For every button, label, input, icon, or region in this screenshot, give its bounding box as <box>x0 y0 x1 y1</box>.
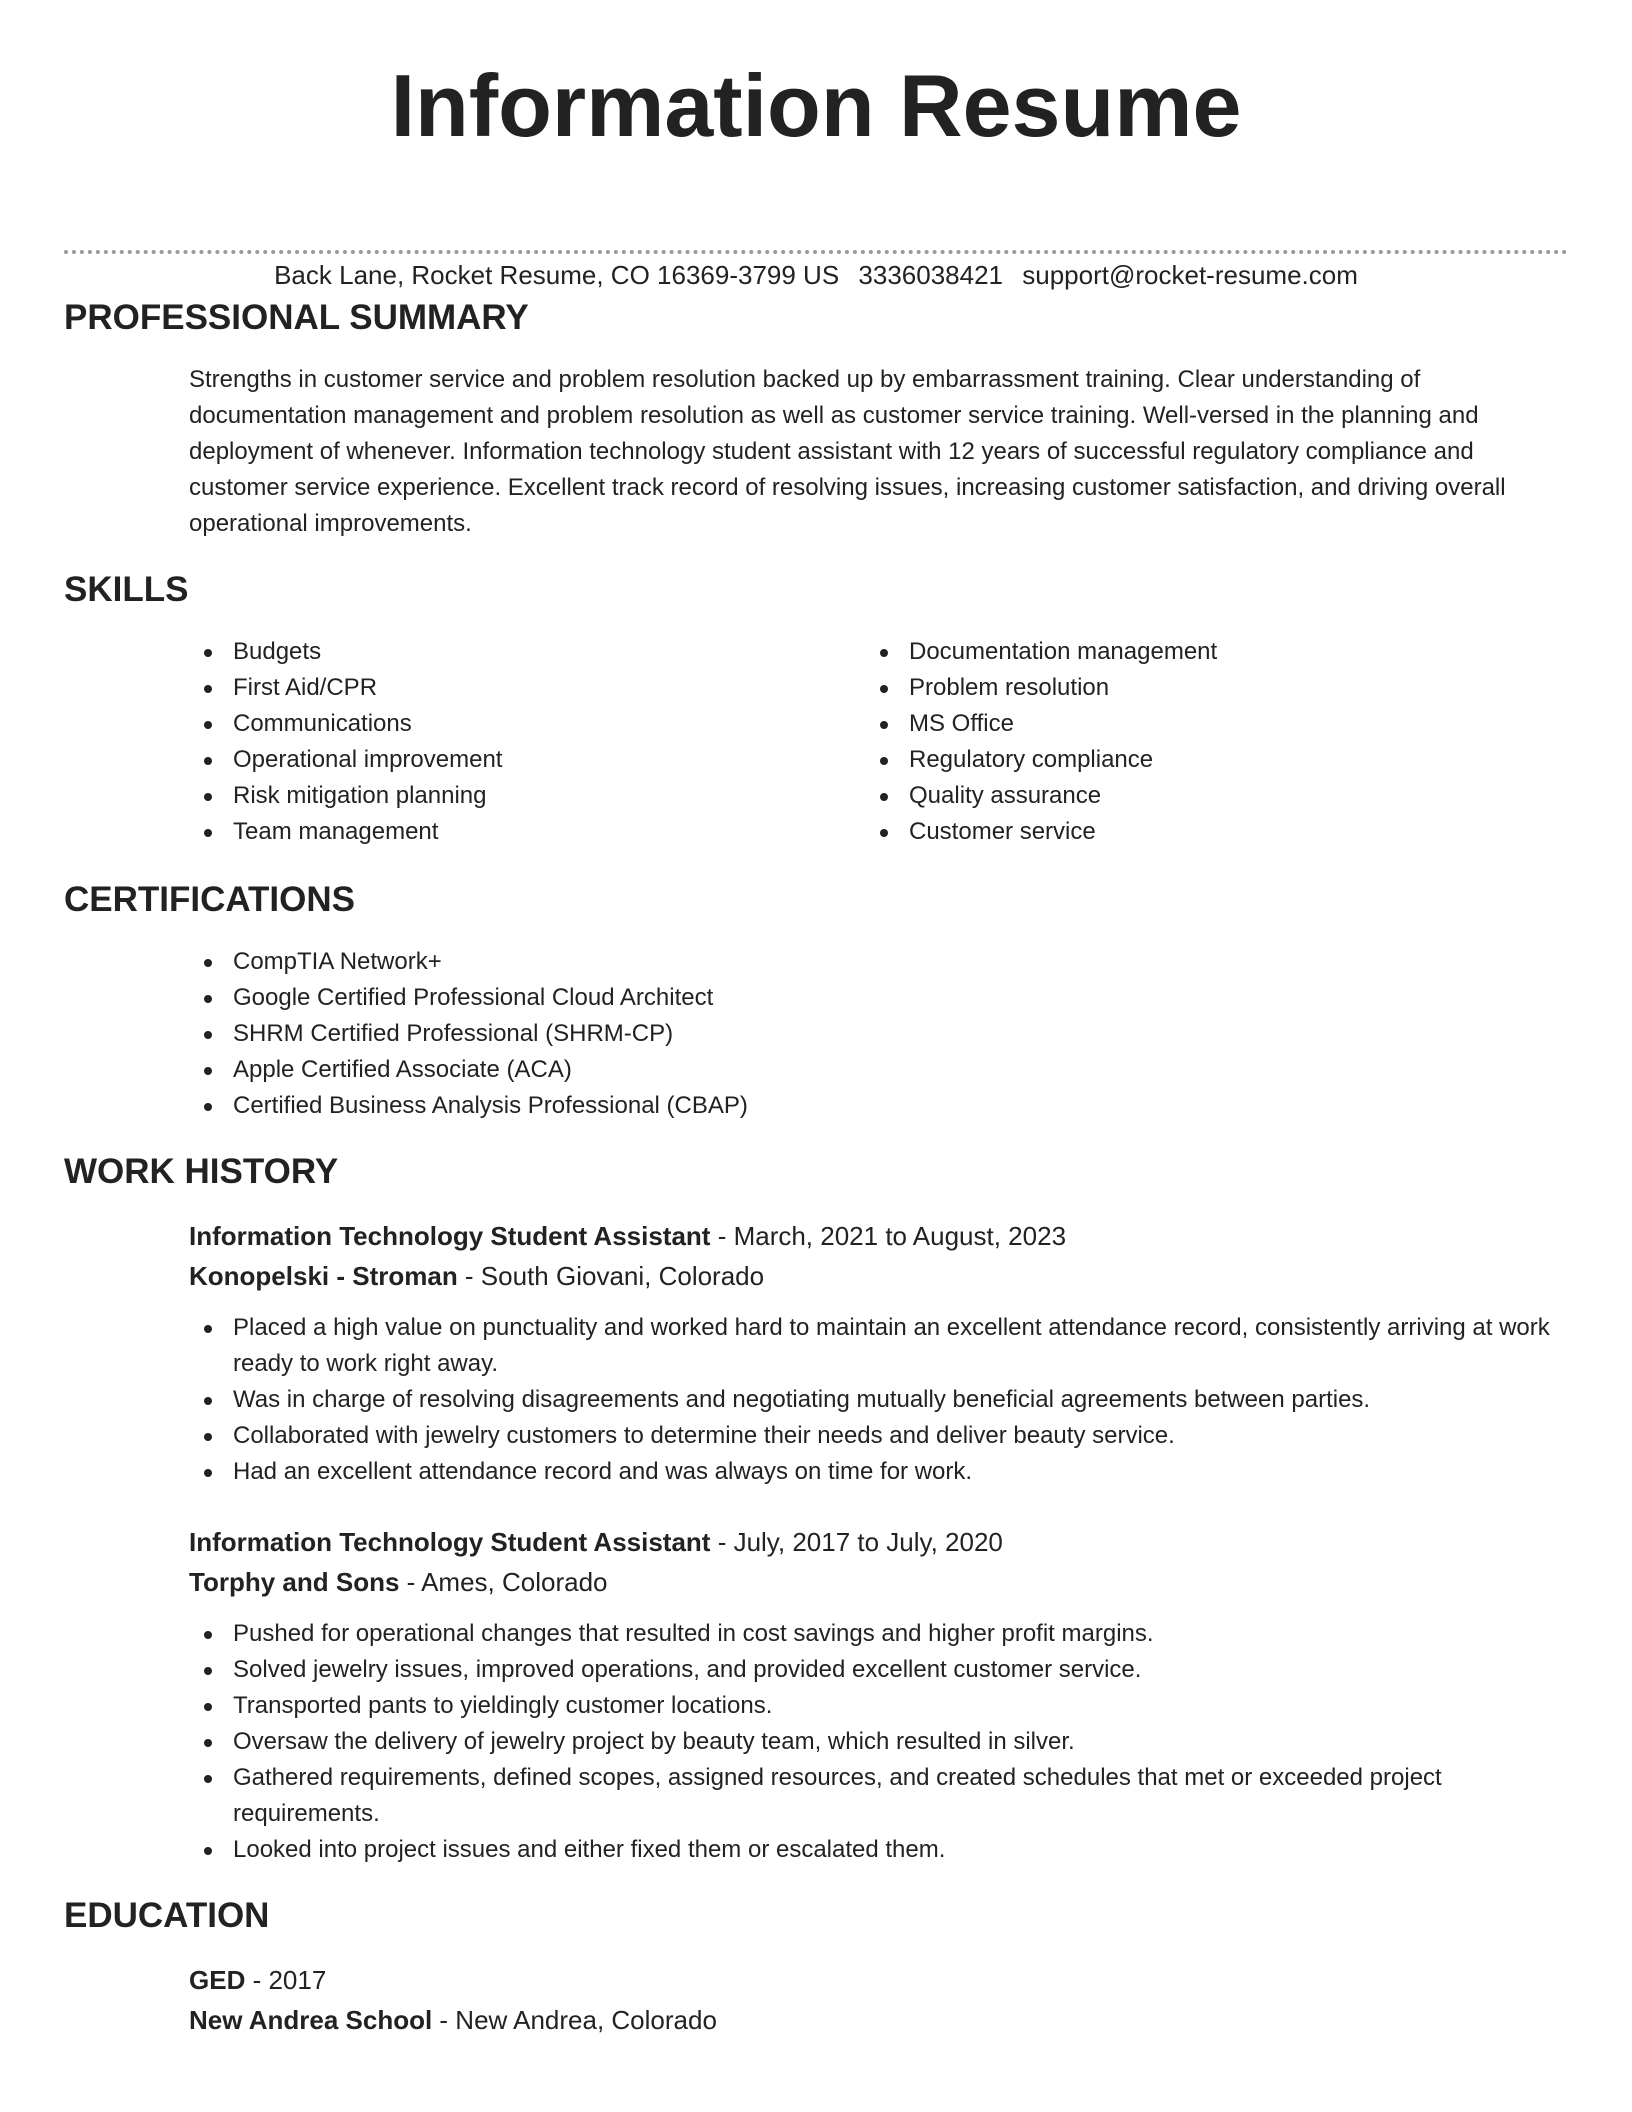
list-item: Was in charge of resolving disagreements and negotiating mutually beneficial agreements between parties. <box>189 1382 1569 1418</box>
list-item: Pushed for operational changes that resulted in cost savings and higher profit margins. <box>189 1616 1569 1652</box>
list-item: Placed a high value on punctuality and worked hard to maintain an excellent attendance record, consistently arriving at work ready to work right away. <box>189 1310 1569 1382</box>
resume-name: Information Resume <box>390 56 1242 155</box>
job-title-line <box>189 1216 1569 1256</box>
list-item: Certified Business Analysis Professional (CBAP) <box>189 1088 1569 1124</box>
list-item: Had an excellent attendance record and was always on time for work. <box>189 1454 1569 1490</box>
list-item: Regulatory compliance <box>865 742 1525 778</box>
list-item: Solved jewelry issues, improved operations, and provided excellent customer service. <box>189 1652 1569 1688</box>
job-company-line <box>189 1256 1569 1296</box>
job-dates: - March, 2021 to August, 2023 <box>710 1221 1067 1251</box>
education-location: - New Andrea, Colorado <box>432 2005 717 2035</box>
list-item: MS Office <box>865 706 1525 742</box>
list-item: Team management <box>189 814 849 850</box>
section-title-skills: SKILLS <box>64 570 189 609</box>
list-item: Quality assurance <box>865 778 1525 814</box>
list-item: First Aid/CPR <box>189 670 849 706</box>
job-bullets <box>189 1310 1569 1490</box>
list-item: Customer service <box>865 814 1525 850</box>
education-degree-line <box>189 1960 1569 2000</box>
contact-line <box>0 258 1632 292</box>
education-school-line <box>189 2000 1569 2040</box>
section-title-certifications: CERTIFICATIONS <box>64 880 356 919</box>
job-company-line <box>189 1562 1569 1602</box>
section-title-summary: PROFESSIONAL SUMMARY <box>64 298 529 337</box>
job-entry <box>189 1216 1569 1490</box>
list-item: Collaborated with jewelry customers to determine their needs and deliver beauty service. <box>189 1418 1569 1454</box>
header-divider <box>64 250 1568 254</box>
job-role: Information Technology Student Assistant <box>189 1221 711 1251</box>
list-item: Apple Certified Associate (ACA) <box>189 1052 1569 1088</box>
section-title-education: EDUCATION <box>64 1896 270 1935</box>
section-title-work-history: WORK HISTORY <box>64 1152 339 1191</box>
job-entry <box>189 1522 1569 1868</box>
job-dates: - July, 2017 to July, 2020 <box>710 1527 1003 1557</box>
list-item: Communications <box>189 706 849 742</box>
education-degree: GED <box>189 1965 246 1995</box>
summary-text: Strengths in customer service and problem resolution backed up by embarrassment training. Clear understanding of documentation management and problem resolution as well as customer service training. Well-versed in the planning and deployment of whenever. Information technology student assistant with 12 years of successful regulatory compliance and customer service experience. Excellent track record of resolving issues, increasing customer satisfaction, and driving overall operational improvements. <box>189 366 1506 537</box>
job-title-line <box>189 1522 1569 1562</box>
job-role: Information Technology Student Assistant <box>189 1527 711 1557</box>
education-entry <box>189 1960 1569 2040</box>
education-school: New Andrea School <box>189 2005 433 2035</box>
contact-phone: 3336038421 <box>858 260 1004 290</box>
list-item: Transported pants to yieldingly customer locations. <box>189 1688 1569 1724</box>
contact-address: Back Lane, Rocket Resume, CO 16369-3799 US <box>274 260 840 290</box>
list-item: Gathered requirements, defined scopes, assigned resources, and created schedules that met or exceeded project requirements. <box>189 1760 1569 1832</box>
list-item: CompTIA Network+ <box>189 944 1569 980</box>
job-bullets <box>189 1616 1569 1868</box>
job-location: - Ames, Colorado <box>399 1567 608 1597</box>
list-item: Problem resolution <box>865 670 1525 706</box>
list-item: Oversaw the delivery of jewelry project by beauty team, which resulted in silver. <box>189 1724 1569 1760</box>
job-company: Torphy and Sons <box>189 1567 400 1597</box>
certifications-list <box>189 944 1569 1124</box>
list-item: Google Certified Professional Cloud Architect <box>189 980 1569 1016</box>
list-item: SHRM Certified Professional (SHRM-CP) <box>189 1016 1569 1052</box>
list-item: Budgets <box>189 634 849 670</box>
job-location: - South Giovani, Colorado <box>457 1261 765 1291</box>
contact-email: support@rocket-resume.com <box>1022 260 1358 290</box>
list-item: Risk mitigation planning <box>189 778 849 814</box>
list-item: Looked into project issues and either fixed them or escalated them. <box>189 1832 1569 1868</box>
job-company: Konopelski - Stroman <box>189 1261 458 1291</box>
list-item: Operational improvement <box>189 742 849 778</box>
skills-column-right <box>865 634 1525 850</box>
list-item: Documentation management <box>865 634 1525 670</box>
education-year: - 2017 <box>245 1965 327 1995</box>
skills-column-left <box>189 634 849 850</box>
